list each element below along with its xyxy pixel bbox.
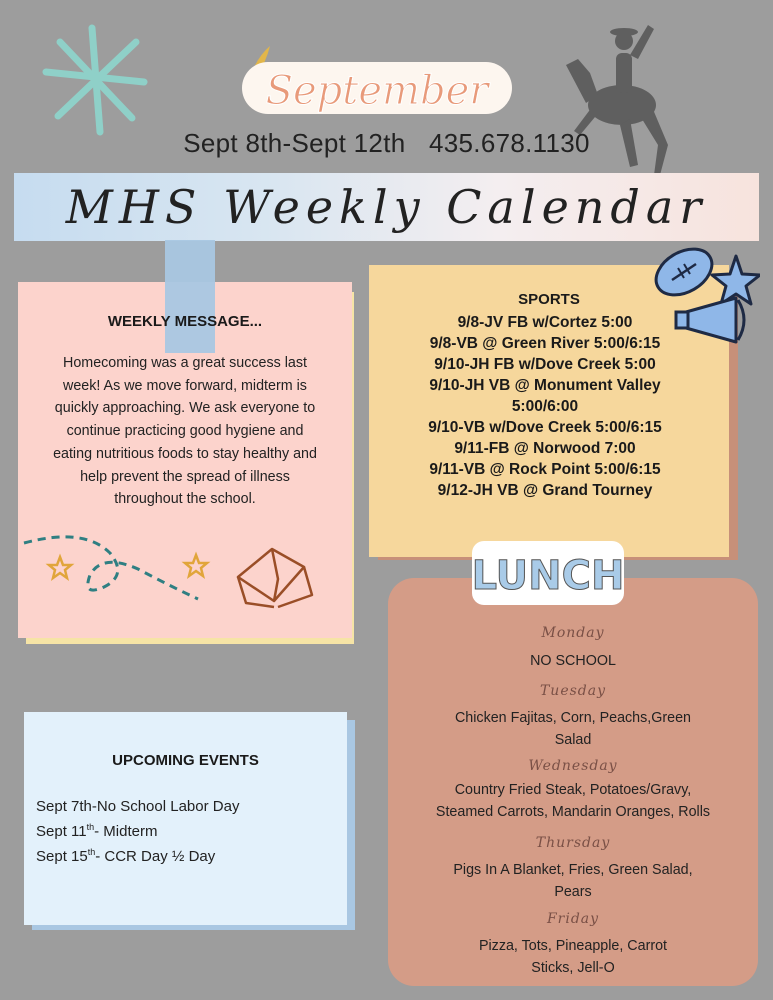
event-item bbox=[36, 847, 215, 865]
sports-item: 5:00/6:00 bbox=[511, 398, 579, 415]
open-book-icon bbox=[238, 549, 312, 607]
sports-item: 9/10-JH VB @ Monument Valley bbox=[429, 377, 661, 394]
sparkle-star-icon bbox=[40, 20, 150, 140]
message-line: quickly approaching. We ask everyone to bbox=[54, 400, 316, 417]
event-suffix: th bbox=[86, 822, 95, 832]
event-text: Sept 7th-No School Labor Day bbox=[36, 798, 240, 815]
event-text-rest: - Midterm bbox=[94, 823, 158, 840]
tape-strip bbox=[165, 240, 215, 353]
lunch-food-line: Chicken Fajitas, Corn, Peachs,Green bbox=[454, 710, 691, 726]
football-icon bbox=[650, 240, 720, 305]
event-text: Sept 11 bbox=[36, 823, 87, 840]
event-text-rest: - CCR Day ½ Day bbox=[95, 848, 216, 865]
month-title-text: September bbox=[265, 68, 489, 114]
message-line: throughout the school. bbox=[114, 491, 256, 508]
event-item bbox=[36, 822, 157, 840]
lunch-menu-wednesday bbox=[403, 779, 743, 823]
lunch-title bbox=[468, 537, 628, 609]
lunch-food-line: Salad bbox=[554, 732, 592, 748]
sports-item: 9/12-JH VB @ Grand Tourney bbox=[437, 482, 653, 499]
lunch-food-line: Pizza, Tots, Pineapple, Carrot bbox=[478, 938, 668, 954]
weekly-message-heading: WEEKLY MESSAGE... bbox=[107, 313, 263, 330]
event-suffix: th bbox=[87, 847, 96, 857]
weekly-message-body bbox=[34, 352, 336, 511]
sports-item: 9/10-JH FB w/Dove Creek 5:00 bbox=[434, 356, 656, 373]
doodle-star-icon bbox=[49, 557, 71, 578]
message-line: continue practicing good hygiene and bbox=[66, 423, 304, 440]
message-line: help prevent the spread of illness bbox=[80, 468, 290, 485]
lunch-food-line: NO SCHOOL bbox=[530, 653, 616, 669]
sports-item: 9/10-VB w/Dove Creek 5:00/6:15 bbox=[428, 419, 662, 436]
lunch-food-line: Pigs In A Blanket, Fries, Green Salad, bbox=[453, 862, 693, 878]
lunch-food-line: Steamed Carrots, Mandarin Oranges, Rolls bbox=[435, 804, 711, 820]
event-item bbox=[36, 797, 239, 815]
sports-item: 9/11-FB @ Norwood 7:00 bbox=[454, 440, 636, 457]
sports-item: 9/11-VB @ Rock Point 5:00/6:15 bbox=[429, 461, 661, 478]
lunch-day-monday: Monday bbox=[541, 625, 605, 641]
lunch-menu-monday bbox=[423, 650, 723, 672]
month-title bbox=[232, 40, 522, 128]
megaphone-icon bbox=[676, 298, 744, 342]
phone-number: 435.678.1130 bbox=[429, 128, 590, 158]
lunch-menu-friday bbox=[423, 935, 723, 979]
lunch-day-friday: Friday bbox=[546, 911, 600, 927]
lunch-menu-tuesday bbox=[423, 707, 723, 751]
lunch-day-tuesday: Tuesday bbox=[539, 683, 607, 699]
doodle-illustration bbox=[20, 525, 350, 625]
banner-title: MHS Weekly Calendar bbox=[65, 180, 708, 234]
lunch-food-line: Sticks, Jell-O bbox=[531, 960, 615, 976]
lunch-day-wednesday: Wednesday bbox=[528, 758, 618, 774]
date-line bbox=[0, 128, 773, 159]
upcoming-events-note bbox=[24, 712, 347, 925]
event-text: Sept 15 bbox=[36, 848, 88, 865]
doodle-star-icon bbox=[185, 555, 207, 576]
upcoming-events-heading: UPCOMING EVENTS bbox=[112, 752, 259, 769]
message-line: week! As we move forward, midterm is bbox=[63, 377, 307, 394]
lunch-title-text: LUNCH bbox=[471, 553, 625, 599]
sports-item: 9/8-JV FB w/Cortez 5:00 bbox=[457, 314, 633, 331]
sports-item: 9/8-VB @ Green River 5:00/6:15 bbox=[429, 335, 661, 352]
date-range: Sept 8th-Sept 12th bbox=[183, 128, 406, 158]
message-line: eating nutritious foods to stay healthy and bbox=[53, 445, 317, 462]
message-line: Homecoming was a great success last bbox=[63, 355, 307, 371]
lunch-food-line: Pears bbox=[554, 884, 592, 900]
sports-icons bbox=[650, 238, 760, 356]
lunch-food-line: Country Fried Steak, Potatoes/Gravy, bbox=[454, 782, 692, 798]
sports-heading: SPORTS bbox=[518, 291, 580, 308]
lunch-day-thursday: Thursday bbox=[535, 835, 611, 851]
lunch-menu-thursday bbox=[423, 859, 723, 903]
